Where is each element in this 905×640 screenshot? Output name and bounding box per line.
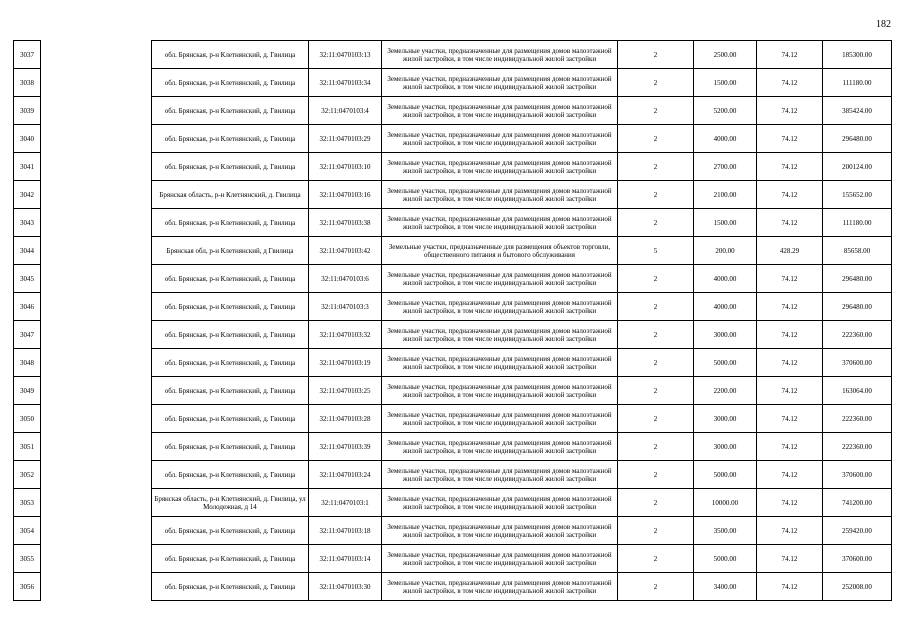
- empty-spacer-cell: [41, 321, 152, 349]
- rate-cell: 74.12: [757, 377, 823, 405]
- area-cell: 3000.00: [694, 405, 757, 433]
- land-purpose-cell: Земельные участки, предназначенные для размещения домов малоэтажной жилой застройки, в том числе индивидуальной жилой застройки: [382, 377, 618, 405]
- empty-spacer-cell: [41, 489, 152, 517]
- table-row: [14, 489, 892, 517]
- table-row: [14, 517, 892, 545]
- group-cell: 2: [618, 41, 694, 69]
- table-body: [14, 41, 892, 601]
- address-cell: Брянская область, р-н Клетнянский, д. Гвилица: [152, 181, 309, 209]
- land-purpose-cell: Земельные участки, предназначенные для размещения домов малоэтажной жилой застройки, в том числе индивидуальной жилой застройки: [382, 209, 618, 237]
- cadastral-value-cell: 155652.00: [823, 181, 892, 209]
- cadastral-number-cell: 32:11:0470103:14: [309, 545, 382, 573]
- cadastral-value-cell: 296480.00: [823, 125, 892, 153]
- cadastral-number-cell: 32:11:0470103:1: [309, 489, 382, 517]
- rate-cell: 74.12: [757, 573, 823, 601]
- cadastral-value-cell: 385424.00: [823, 97, 892, 125]
- area-cell: 2500.00: [694, 41, 757, 69]
- area-cell: 3500.00: [694, 517, 757, 545]
- land-purpose-cell: Земельные участки, предназначенные для размещения домов малоэтажной жилой застройки, в том числе индивидуальной жилой застройки: [382, 181, 618, 209]
- rate-cell: 74.12: [757, 181, 823, 209]
- cadastral-number-cell: 32:11:0470103:16: [309, 181, 382, 209]
- land-purpose-cell: Земельные участки, предназначенные для размещения домов малоэтажной жилой застройки, в том числе индивидуальной жилой застройки: [382, 573, 618, 601]
- row-number-cell: 3042: [14, 181, 41, 209]
- area-cell: 10000.00: [694, 489, 757, 517]
- row-number-cell: 3040: [14, 125, 41, 153]
- table-row: [14, 69, 892, 97]
- cadastral-value-cell: 370600.00: [823, 349, 892, 377]
- address-cell: обл. Брянская, р-н Клетнянский, д. Гвилица: [152, 377, 309, 405]
- group-cell: 2: [618, 349, 694, 377]
- empty-spacer-cell: [41, 293, 152, 321]
- row-number-cell: 3037: [14, 41, 41, 69]
- row-number-cell: 3054: [14, 517, 41, 545]
- cadastral-value-cell: 85658.00: [823, 237, 892, 265]
- cadastral-value-cell: 259420.00: [823, 517, 892, 545]
- empty-spacer-cell: [41, 125, 152, 153]
- area-cell: 4000.00: [694, 125, 757, 153]
- table-row: [14, 181, 892, 209]
- group-cell: 2: [618, 293, 694, 321]
- table-row: [14, 237, 892, 265]
- cadastral-number-cell: 32:11:0470103:28: [309, 405, 382, 433]
- address-cell: обл. Брянская, р-н Клетнянский, д. Гвилица: [152, 461, 309, 489]
- land-purpose-cell: Земельные участки, предназначенные для размещения домов малоэтажной жилой застройки, в том числе индивидуальной жилой застройки: [382, 433, 618, 461]
- address-cell: обл. Брянская, р-н Клетнянский, д. Гвилица: [152, 405, 309, 433]
- empty-spacer-cell: [41, 461, 152, 489]
- land-purpose-cell: Земельные участки, предназначенные для размещения домов малоэтажной жилой застройки, в том числе индивидуальной жилой застройки: [382, 321, 618, 349]
- cadastral-number-cell: 32:11:0470103:3: [309, 293, 382, 321]
- address-cell: обл. Брянская, р-н Клетнянский, д. Гвилица: [152, 97, 309, 125]
- area-cell: 5200.00: [694, 97, 757, 125]
- area-cell: 3400.00: [694, 573, 757, 601]
- area-cell: 2200.00: [694, 377, 757, 405]
- group-cell: 5: [618, 237, 694, 265]
- address-cell: обл. Брянская, р-н Клетнянский, д. Гвилица: [152, 349, 309, 377]
- table-row: [14, 321, 892, 349]
- cadastral-value-cell: 741200.00: [823, 489, 892, 517]
- empty-spacer-cell: [41, 153, 152, 181]
- row-number-cell: 3050: [14, 405, 41, 433]
- address-cell: обл. Брянская, р-н Клетнянский, д. Гвилица: [152, 41, 309, 69]
- row-number-cell: 3051: [14, 433, 41, 461]
- empty-spacer-cell: [41, 545, 152, 573]
- area-cell: 4000.00: [694, 293, 757, 321]
- rate-cell: 74.12: [757, 433, 823, 461]
- rate-cell: 74.12: [757, 349, 823, 377]
- group-cell: 2: [618, 405, 694, 433]
- table-row: [14, 153, 892, 181]
- land-purpose-cell: Земельные участки, предназначенные для размещения объектов торговли, общественного питания и бытового обслуживания: [382, 237, 618, 265]
- rate-cell: 74.12: [757, 125, 823, 153]
- address-cell: обл. Брянская, р-н Клетнянский, д. Гвилица: [152, 433, 309, 461]
- row-number-cell: 3046: [14, 293, 41, 321]
- row-number-cell: 3056: [14, 573, 41, 601]
- land-purpose-cell: Земельные участки, предназначенные для размещения домов малоэтажной жилой застройки, в том числе индивидуальной жилой застройки: [382, 545, 618, 573]
- rate-cell: 74.12: [757, 405, 823, 433]
- empty-spacer-cell: [41, 265, 152, 293]
- group-cell: 2: [618, 545, 694, 573]
- table-row: [14, 125, 892, 153]
- group-cell: 2: [618, 377, 694, 405]
- cadastral-value-cell: 296480.00: [823, 265, 892, 293]
- rate-cell: 74.12: [757, 489, 823, 517]
- empty-spacer-cell: [41, 237, 152, 265]
- land-purpose-cell: Земельные участки, предназначенные для размещения домов малоэтажной жилой застройки, в том числе индивидуальной жилой застройки: [382, 489, 618, 517]
- table-row: [14, 405, 892, 433]
- table-row: [14, 573, 892, 601]
- land-purpose-cell: Земельные участки, предназначенные для размещения домов малоэтажной жилой застройки, в том числе индивидуальной жилой застройки: [382, 41, 618, 69]
- cadastral-number-cell: 32:11:0470103:39: [309, 433, 382, 461]
- land-purpose-cell: Земельные участки, предназначенные для размещения домов малоэтажной жилой застройки, в том числе индивидуальной жилой застройки: [382, 265, 618, 293]
- cadastral-value-cell: 222360.00: [823, 405, 892, 433]
- cadastral-value-cell: 252008.00: [823, 573, 892, 601]
- area-cell: 1500.00: [694, 209, 757, 237]
- row-number-cell: 3053: [14, 489, 41, 517]
- address-cell: обл. Брянская, р-н Клетнянский, д. Гвилица: [152, 545, 309, 573]
- row-number-cell: 3049: [14, 377, 41, 405]
- empty-spacer-cell: [41, 97, 152, 125]
- empty-spacer-cell: [41, 377, 152, 405]
- row-number-cell: 3048: [14, 349, 41, 377]
- table-row: [14, 97, 892, 125]
- rate-cell: 74.12: [757, 209, 823, 237]
- rate-cell: 74.12: [757, 153, 823, 181]
- empty-spacer-cell: [41, 41, 152, 69]
- land-purpose-cell: Земельные участки, предназначенные для размещения домов малоэтажной жилой застройки, в том числе индивидуальной жилой застройки: [382, 349, 618, 377]
- table-row: [14, 349, 892, 377]
- address-cell: обл. Брянская, р-н Клетнянский, д. Гвилица: [152, 69, 309, 97]
- cadastral-number-cell: 32:11:0470103:38: [309, 209, 382, 237]
- cadastral-number-cell: 32:11:0470103:24: [309, 461, 382, 489]
- cadastral-number-cell: 32:11:0470103:10: [309, 153, 382, 181]
- row-number-cell: 3052: [14, 461, 41, 489]
- empty-spacer-cell: [41, 517, 152, 545]
- rate-cell: 74.12: [757, 97, 823, 125]
- row-number-cell: 3041: [14, 153, 41, 181]
- rate-cell: 428.29: [757, 237, 823, 265]
- area-cell: 3000.00: [694, 321, 757, 349]
- cadastral-value-cell: 200124.00: [823, 153, 892, 181]
- cadastral-number-cell: 32:11:0470103:42: [309, 237, 382, 265]
- cadastral-number-cell: 32:11:0470103:18: [309, 517, 382, 545]
- area-cell: 5000.00: [694, 461, 757, 489]
- row-number-cell: 3055: [14, 545, 41, 573]
- cadastral-number-cell: 32:11:0470103:6: [309, 265, 382, 293]
- empty-spacer-cell: [41, 405, 152, 433]
- land-purpose-cell: Земельные участки, предназначенные для размещения домов малоэтажной жилой застройки, в том числе индивидуальной жилой застройки: [382, 97, 618, 125]
- address-cell: обл. Брянская, р-н Клетнянский, д. Гвилица: [152, 573, 309, 601]
- area-cell: 200.00: [694, 237, 757, 265]
- table-row: [14, 377, 892, 405]
- group-cell: 2: [618, 573, 694, 601]
- empty-spacer-cell: [41, 433, 152, 461]
- table-row: [14, 433, 892, 461]
- group-cell: 2: [618, 433, 694, 461]
- cadastral-value-cell: 296480.00: [823, 293, 892, 321]
- cadastral-number-cell: 32:11:0470103:19: [309, 349, 382, 377]
- group-cell: 2: [618, 125, 694, 153]
- land-purpose-cell: Земельные участки, предназначенные для размещения домов малоэтажной жилой застройки, в том числе индивидуальной жилой застройки: [382, 293, 618, 321]
- empty-spacer-cell: [41, 181, 152, 209]
- group-cell: 2: [618, 97, 694, 125]
- cadastral-value-cell: 222360.00: [823, 433, 892, 461]
- table-row: [14, 209, 892, 237]
- cadastral-number-cell: 32:11:0470103:34: [309, 69, 382, 97]
- area-cell: 2700.00: [694, 153, 757, 181]
- empty-spacer-cell: [41, 69, 152, 97]
- rate-cell: 74.12: [757, 293, 823, 321]
- cadastral-number-cell: 32:11:0470103:30: [309, 573, 382, 601]
- empty-spacer-cell: [41, 209, 152, 237]
- cadastral-value-cell: 185300.00: [823, 41, 892, 69]
- land-purpose-cell: Земельные участки, предназначенные для размещения домов малоэтажной жилой застройки, в том числе индивидуальной жилой застройки: [382, 517, 618, 545]
- row-number-cell: 3043: [14, 209, 41, 237]
- table-row: [14, 41, 892, 69]
- table-row: [14, 461, 892, 489]
- row-number-cell: 3045: [14, 265, 41, 293]
- group-cell: 2: [618, 181, 694, 209]
- rate-cell: 74.12: [757, 517, 823, 545]
- address-cell: Брянская область, р-н Клетнянский, д. Гвилица, ул Молодежная, д 14: [152, 489, 309, 517]
- area-cell: 5000.00: [694, 349, 757, 377]
- cadastral-number-cell: 32:11:0470103:13: [309, 41, 382, 69]
- cadastral-value-cell: 222360.00: [823, 321, 892, 349]
- rate-cell: 74.12: [757, 69, 823, 97]
- address-cell: обл. Брянская, р-н Клетнянский, д. Гвилица: [152, 125, 309, 153]
- row-number-cell: 3044: [14, 237, 41, 265]
- area-cell: 2100.00: [694, 181, 757, 209]
- land-purpose-cell: Земельные участки, предназначенные для размещения домов малоэтажной жилой застройки, в том числе индивидуальной жилой застройки: [382, 69, 618, 97]
- address-cell: Брянская обл, р-н Клетнянский, д Гвилица: [152, 237, 309, 265]
- rate-cell: 74.12: [757, 41, 823, 69]
- area-cell: 1500.00: [694, 69, 757, 97]
- cadastral-number-cell: 32:11:0470103:32: [309, 321, 382, 349]
- group-cell: 2: [618, 321, 694, 349]
- cadastral-number-cell: 32:11:0470103:25: [309, 377, 382, 405]
- empty-spacer-cell: [41, 573, 152, 601]
- land-registry-table: [13, 40, 892, 601]
- rate-cell: 74.12: [757, 545, 823, 573]
- cadastral-value-cell: 370600.00: [823, 461, 892, 489]
- rate-cell: 74.12: [757, 461, 823, 489]
- cadastral-value-cell: 111180.00: [823, 69, 892, 97]
- cadastral-value-cell: 163064.00: [823, 377, 892, 405]
- group-cell: 2: [618, 69, 694, 97]
- row-number-cell: 3038: [14, 69, 41, 97]
- group-cell: 2: [618, 265, 694, 293]
- group-cell: 2: [618, 461, 694, 489]
- cadastral-value-cell: 370600.00: [823, 545, 892, 573]
- address-cell: обл. Брянская, р-н Клетнянский, д. Гвилица: [152, 293, 309, 321]
- address-cell: обл. Брянская, р-н Клетнянский, д. Гвилица: [152, 321, 309, 349]
- land-purpose-cell: Земельные участки, предназначенные для размещения домов малоэтажной жилой застройки, в том числе индивидуальной жилой застройки: [382, 461, 618, 489]
- group-cell: 2: [618, 209, 694, 237]
- area-cell: 3000.00: [694, 433, 757, 461]
- address-cell: обл. Брянская, р-н Клетнянский, д. Гвилица: [152, 265, 309, 293]
- empty-spacer-cell: [41, 349, 152, 377]
- row-number-cell: 3039: [14, 97, 41, 125]
- land-purpose-cell: Земельные участки, предназначенные для размещения домов малоэтажной жилой застройки, в том числе индивидуальной жилой застройки: [382, 125, 618, 153]
- cadastral-value-cell: 111180.00: [823, 209, 892, 237]
- group-cell: 2: [618, 517, 694, 545]
- row-number-cell: 3047: [14, 321, 41, 349]
- rate-cell: 74.12: [757, 321, 823, 349]
- table-row: [14, 265, 892, 293]
- table-row: [14, 293, 892, 321]
- address-cell: обл. Брянская, р-н Клетнянский, д. Гвилица: [152, 153, 309, 181]
- table-row: [14, 545, 892, 573]
- address-cell: обл. Брянская, р-н Клетнянский, д. Гвилица: [152, 517, 309, 545]
- address-cell: обл. Брянская, р-н Клетнянский, д. Гвилица: [152, 209, 309, 237]
- land-purpose-cell: Земельные участки, предназначенные для размещения домов малоэтажной жилой застройки, в том числе индивидуальной жилой застройки: [382, 405, 618, 433]
- land-purpose-cell: Земельные участки, предназначенные для размещения домов малоэтажной жилой застройки, в том числе индивидуальной жилой застройки: [382, 153, 618, 181]
- page-number: 182: [876, 19, 891, 30]
- area-cell: 4000.00: [694, 265, 757, 293]
- cadastral-number-cell: 32:11:0470103:29: [309, 125, 382, 153]
- cadastral-number-cell: 32:11:0470103:4: [309, 97, 382, 125]
- group-cell: 2: [618, 153, 694, 181]
- rate-cell: 74.12: [757, 265, 823, 293]
- area-cell: 5000.00: [694, 545, 757, 573]
- group-cell: 2: [618, 489, 694, 517]
